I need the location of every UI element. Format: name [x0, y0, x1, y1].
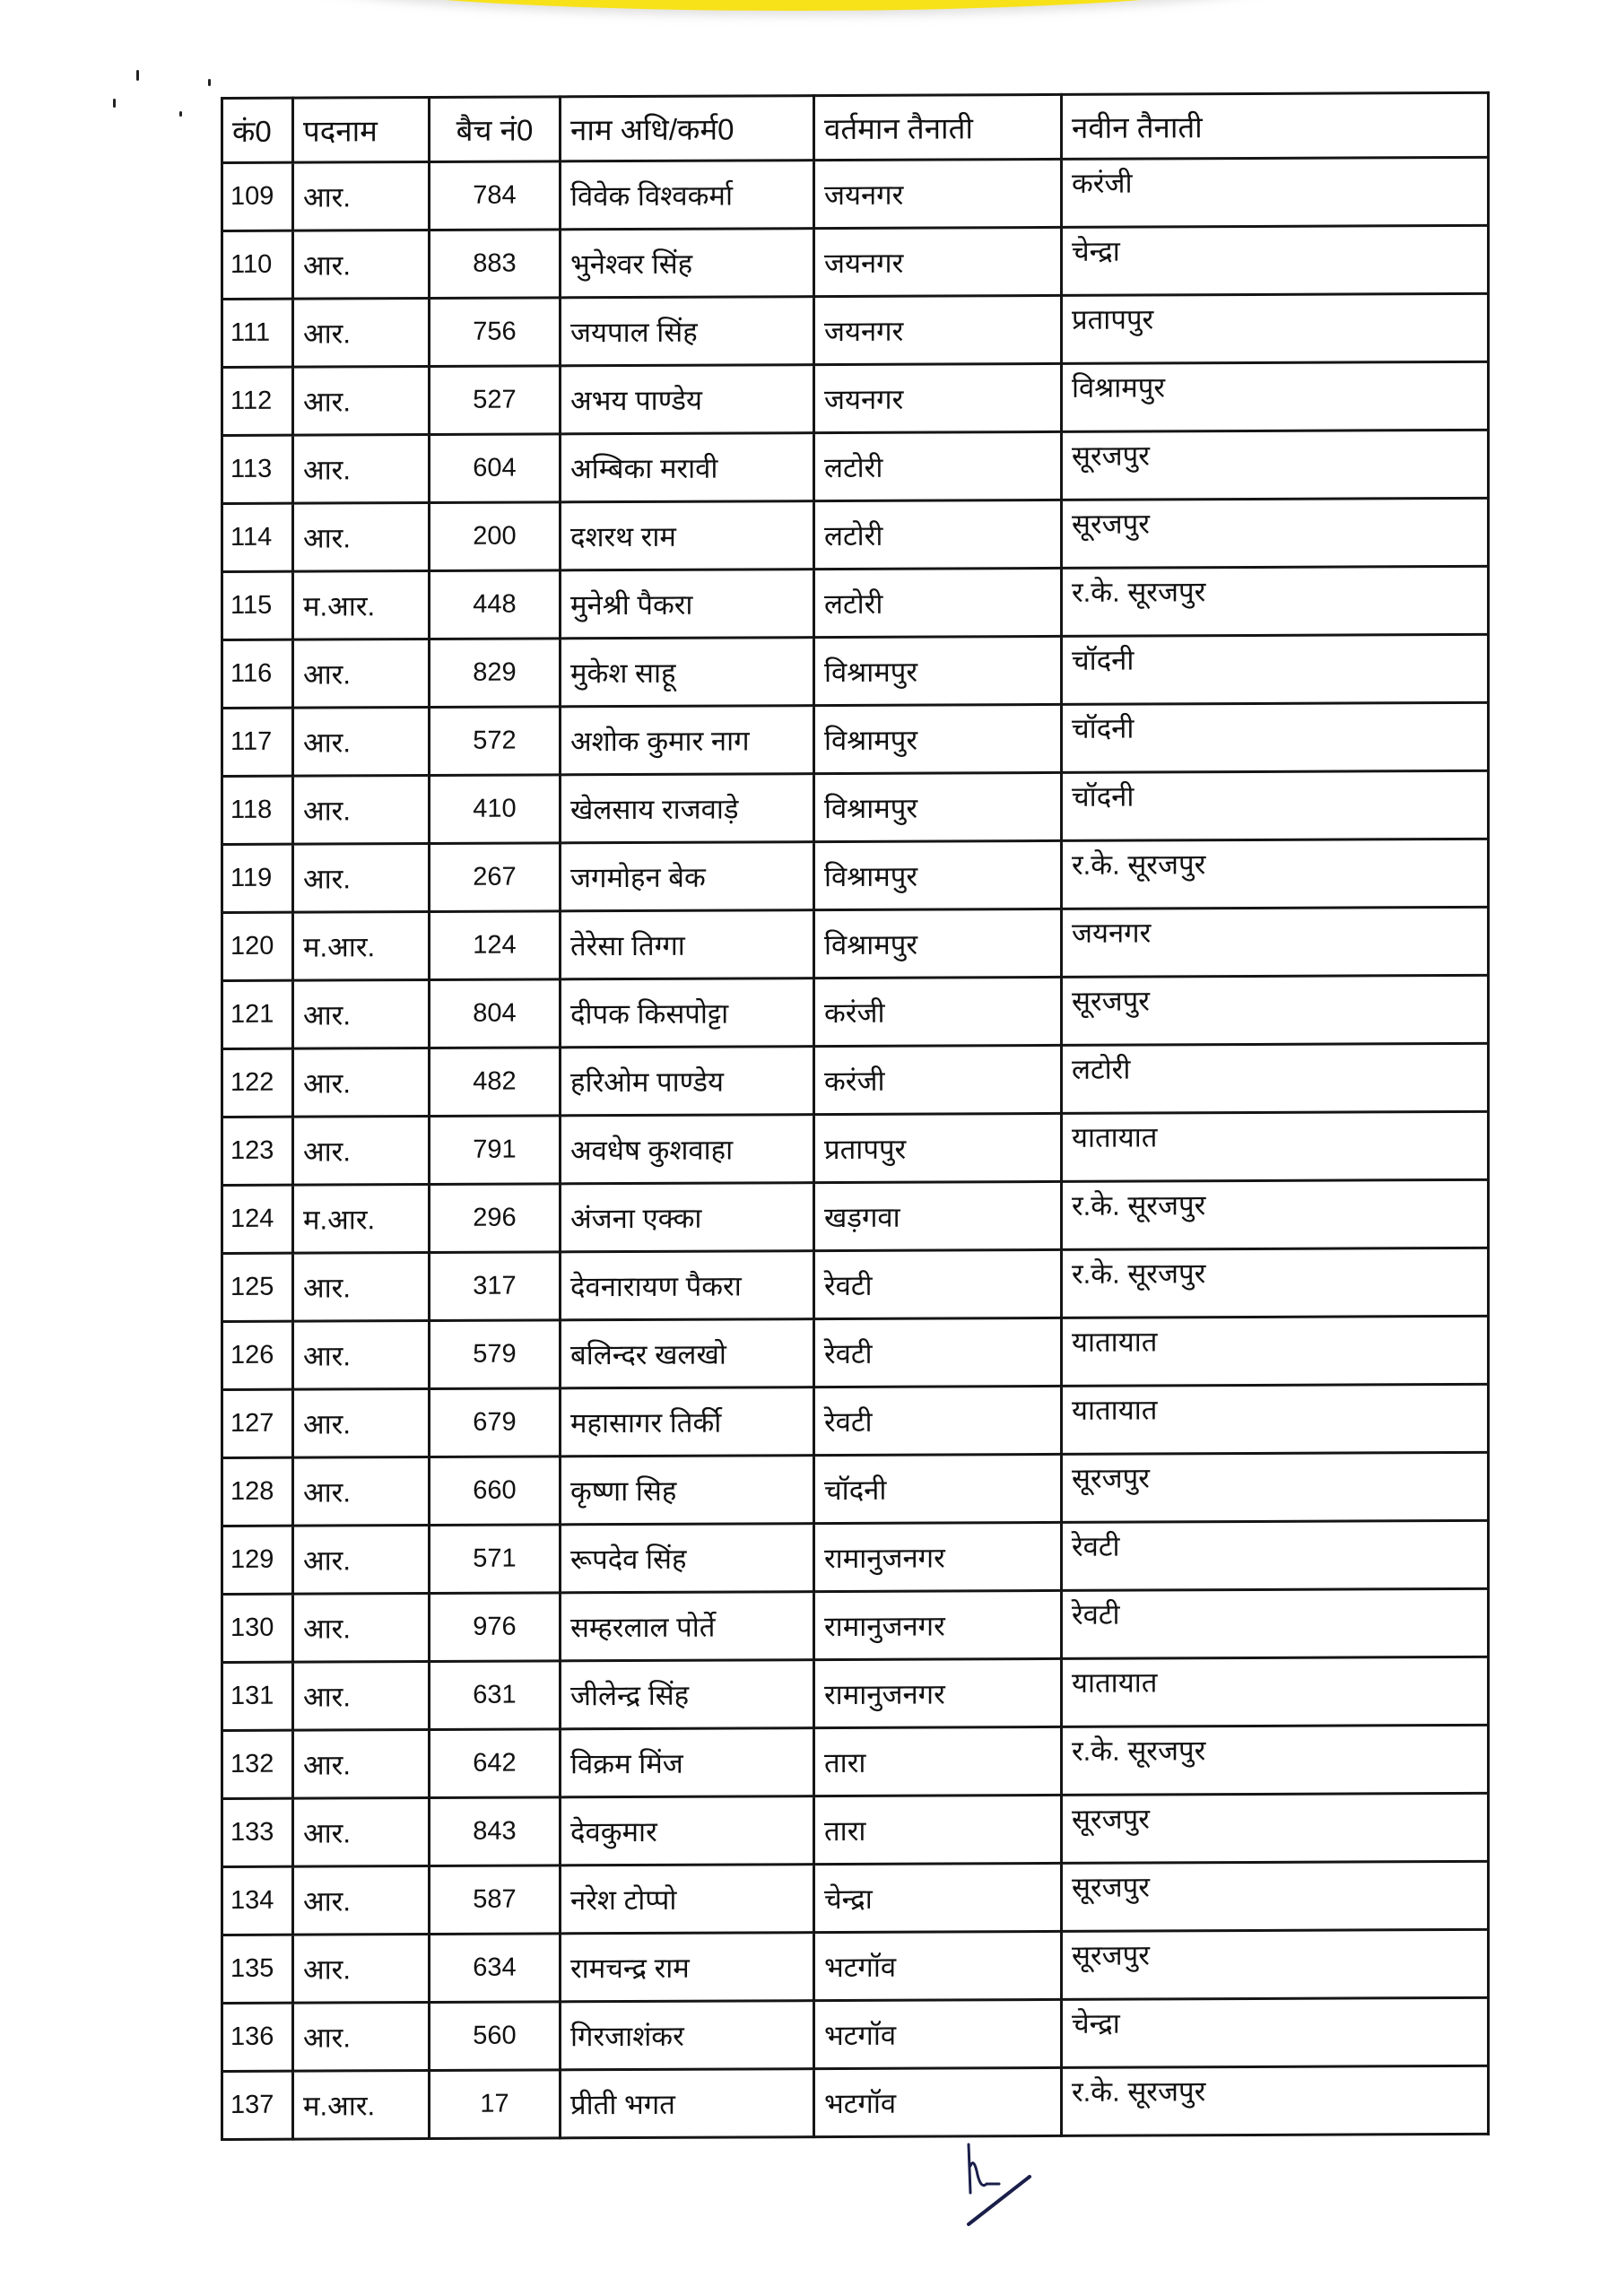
cell-current-posting: जयनगर [814, 227, 1062, 296]
table-row [222, 2066, 1489, 2139]
cell-badge-no: 604 [430, 434, 561, 503]
table-row [222, 1657, 1489, 1730]
cell-serial: 136 [222, 2003, 293, 2071]
table-row [222, 1725, 1489, 1798]
cell-current-posting: प्रतापपुर [814, 1113, 1062, 1182]
cell-serial: 112 [222, 367, 293, 435]
cell-new-posting: प्रतापपुर [1062, 293, 1489, 363]
table-row [222, 1043, 1489, 1117]
cell-name: गिरजाशंकर [561, 2001, 814, 2070]
cell-serial: 113 [222, 435, 293, 503]
cell-current-posting: लटोरी [814, 500, 1062, 569]
table-row [222, 1316, 1489, 1389]
cell-name: जयपाल सिंह [561, 297, 814, 366]
cell-current-posting: रामानुजनगर [814, 1590, 1062, 1659]
cell-name: अंजना एक्का [561, 1183, 814, 1252]
table-row [222, 1520, 1489, 1594]
cell-designation: आर. [293, 1797, 430, 1866]
cell-new-posting: चेन्द्रा [1062, 1997, 1489, 2067]
cell-name: महासागर तिर्की [561, 1387, 814, 1457]
table-row [222, 1248, 1489, 1321]
cell-designation: आर. [293, 161, 430, 230]
cell-designation: आर. [293, 1320, 430, 1389]
cell-new-posting: सूरजपुर [1062, 975, 1489, 1045]
cell-name: रूपदेव सिंह [561, 1524, 814, 1593]
cell-current-posting: करंजी [814, 977, 1062, 1046]
cell-serial: 134 [222, 1866, 293, 1935]
cell-badge-no: 631 [430, 1661, 561, 1730]
table-row [222, 430, 1489, 503]
cell-name: रामचन्द्र राम [561, 1933, 814, 2002]
cell-new-posting: सूरजपुर [1062, 1452, 1489, 1522]
transfer-list-table [221, 91, 1490, 2141]
top-yellow-band [296, 0, 1291, 11]
cell-serial: 117 [222, 708, 293, 776]
cell-designation: आर. [293, 298, 430, 367]
cell-new-posting: सूरजपुर [1062, 430, 1489, 500]
cell-designation: आर. [293, 502, 430, 571]
cell-badge-no: 572 [430, 707, 561, 776]
cell-badge-no: 317 [430, 1252, 561, 1321]
cell-new-posting: र.के. सूरजपुर [1062, 2066, 1489, 2135]
cell-new-posting: र.के. सूरजपुर [1062, 1248, 1489, 1318]
cell-new-posting: यातायात [1062, 1316, 1489, 1386]
cell-new-posting: सूरजपुर [1062, 498, 1489, 568]
table-row [222, 770, 1489, 844]
cell-current-posting: रेवटी [814, 1249, 1062, 1318]
cell-new-posting: र.के. सूरजपुर [1062, 1179, 1489, 1249]
cell-new-posting: र.के. सूरजपुर [1062, 1725, 1489, 1795]
cell-new-posting: रेवटी [1062, 1588, 1489, 1658]
cell-serial: 123 [222, 1117, 293, 1185]
scan-mark [179, 111, 182, 117]
cell-name: कृष्णा सिह [561, 1456, 814, 1525]
cell-serial: 131 [222, 1662, 293, 1730]
cell-new-posting: यातायात [1062, 1111, 1489, 1181]
cell-current-posting: खड़गवा [814, 1181, 1062, 1250]
header-designation: पदनाम [293, 97, 430, 162]
table-row [222, 1452, 1489, 1526]
cell-designation: आर. [293, 434, 430, 503]
cell-designation: आर. [293, 639, 430, 708]
table-row [222, 634, 1489, 708]
cell-name: हरिओम पाण्डेय [561, 1047, 814, 1116]
cell-name: अभय पाण्डेय [561, 365, 814, 434]
cell-new-posting: सूरजपुर [1062, 1861, 1489, 1931]
header-name: नाम अधि/कर्म0 [561, 96, 814, 161]
cell-name: खेलसाय राजवाड़े [561, 774, 814, 843]
table-row [222, 157, 1489, 230]
table-row [222, 293, 1489, 367]
cell-badge-no: 482 [430, 1048, 561, 1117]
cell-name: अशोक कुमार नाग [561, 706, 814, 775]
scan-mark [208, 79, 211, 86]
cell-designation: आर. [293, 775, 430, 844]
header-serial: कं0 [222, 98, 293, 162]
cell-name: नरेश टोप्पो [561, 1865, 814, 1934]
cell-new-posting: चॉदनी [1062, 702, 1489, 772]
cell-name: देवनारायण पैकरा [561, 1251, 814, 1320]
cell-designation: म.आर. [293, 911, 430, 980]
cell-badge-no: 642 [430, 1729, 561, 1798]
table-header-row [222, 92, 1489, 162]
table-row [222, 702, 1489, 776]
cell-badge-no: 784 [430, 161, 561, 230]
cell-new-posting: चॉदनी [1062, 770, 1489, 840]
cell-serial: 126 [222, 1321, 293, 1389]
cell-new-posting: यातायात [1062, 1384, 1489, 1454]
cell-designation: आर. [293, 1934, 430, 2003]
cell-designation: आर. [293, 843, 430, 912]
table-row [222, 361, 1489, 435]
cell-serial: 132 [222, 1730, 293, 1798]
cell-current-posting: चेन्द्रा [814, 1863, 1062, 1932]
cell-name: जगमोहन बेक [561, 842, 814, 911]
cell-serial: 129 [222, 1526, 293, 1594]
cell-current-posting: भटगॉव [814, 1999, 1062, 2068]
cell-serial: 135 [222, 1935, 293, 2003]
cell-serial: 116 [222, 639, 293, 708]
cell-new-posting: र.के. सूरजपुर [1062, 839, 1489, 909]
cell-designation: आर. [293, 979, 430, 1048]
cell-serial: 125 [222, 1253, 293, 1321]
cell-designation: आर. [293, 1048, 430, 1117]
cell-badge-no: 804 [430, 979, 561, 1048]
cell-name: अवधेष कुशवाहा [561, 1115, 814, 1184]
cell-serial: 111 [222, 299, 293, 367]
header-badge-no: बैच नं0 [430, 97, 561, 162]
cell-serial: 120 [222, 912, 293, 980]
cell-badge-no: 124 [430, 911, 561, 980]
cell-new-posting: करंजी [1062, 157, 1489, 227]
cell-badge-no: 579 [430, 1320, 561, 1389]
cell-current-posting: रेवटी [814, 1386, 1062, 1455]
cell-designation: आर. [293, 2002, 430, 2071]
table-row [222, 1861, 1489, 1935]
cell-badge-no: 883 [430, 230, 561, 299]
cell-designation: म.आर. [293, 1184, 430, 1253]
cell-current-posting: विश्रामपुर [814, 636, 1062, 705]
cell-current-posting: रामानुजनगर [814, 1658, 1062, 1727]
cell-name: मुकेश साहू [561, 638, 814, 707]
cell-new-posting: लटोरी [1062, 1043, 1489, 1113]
cell-designation: म.आर. [293, 2070, 430, 2139]
scan-mark [136, 70, 139, 81]
header-current-posting: वर्तमान तैनाती [814, 94, 1062, 160]
cell-serial: 114 [222, 503, 293, 571]
cell-serial: 124 [222, 1185, 293, 1253]
cell-name: प्रीती भगत [561, 2069, 814, 2138]
table-row [222, 225, 1489, 299]
cell-badge-no: 296 [430, 1184, 561, 1253]
cell-serial: 121 [222, 980, 293, 1048]
cell-badge-no: 660 [430, 1457, 561, 1526]
cell-name: दीपक किसपोट्टा [561, 978, 814, 1048]
cell-serial: 128 [222, 1457, 293, 1526]
cell-current-posting: रामानुजनगर [814, 1522, 1062, 1591]
cell-new-posting: सूरजपुर [1062, 1929, 1489, 1999]
cell-name: अम्बिका मरावी [561, 433, 814, 502]
cell-badge-no: 527 [430, 366, 561, 435]
cell-designation: आर. [293, 366, 430, 435]
cell-name: जीलेन्द्र सिंह [561, 1660, 814, 1729]
cell-badge-no: 634 [430, 1934, 561, 2003]
cell-badge-no: 560 [430, 2002, 561, 2071]
cell-designation: आर. [293, 1525, 430, 1594]
table-row [222, 1929, 1489, 2003]
cell-designation: आर. [293, 230, 430, 299]
cell-current-posting: रेवटी [814, 1318, 1062, 1387]
cell-new-posting: यातायात [1062, 1657, 1489, 1726]
cell-badge-no: 571 [430, 1525, 561, 1594]
cell-current-posting: भटगॉव [814, 2067, 1062, 2136]
cell-name: बलिन्दर खलखो [561, 1319, 814, 1388]
cell-current-posting: भटगॉव [814, 1931, 1062, 2000]
cell-designation: आर. [293, 707, 430, 776]
cell-current-posting: जयनगर [814, 159, 1062, 228]
cell-serial: 127 [222, 1389, 293, 1457]
cell-designation: आर. [293, 1116, 430, 1185]
table-row [222, 1588, 1489, 1662]
cell-current-posting: लटोरी [814, 568, 1062, 637]
cell-badge-no: 756 [430, 298, 561, 367]
cell-name: भुनेश्वर सिंह [561, 229, 814, 298]
cell-name: सम्हरलाल पोर्ते [561, 1592, 814, 1661]
table-row [222, 839, 1489, 912]
table-row [222, 1111, 1489, 1185]
table-row [222, 1793, 1489, 1866]
cell-designation: आर. [293, 1252, 430, 1321]
cell-new-posting: चेन्द्रा [1062, 225, 1489, 295]
cell-serial: 119 [222, 844, 293, 912]
cell-badge-no: 587 [430, 1866, 561, 1935]
cell-badge-no: 200 [430, 502, 561, 571]
table-row [222, 498, 1489, 571]
cell-name: दशरथ राम [561, 501, 814, 570]
cell-current-posting: लटोरी [814, 431, 1062, 500]
table-row [222, 907, 1489, 980]
cell-designation: आर. [293, 1661, 430, 1730]
scan-mark [113, 99, 116, 108]
cell-designation: आर. [293, 1729, 430, 1798]
cell-badge-no: 448 [430, 570, 561, 639]
cell-name: विवेक विश्वकर्मा [561, 161, 814, 230]
cell-new-posting: चॉदनी [1062, 634, 1489, 704]
cell-designation: आर. [293, 1388, 430, 1457]
cell-badge-no: 829 [430, 639, 561, 708]
cell-current-posting: जयनगर [814, 363, 1062, 432]
cell-badge-no: 17 [430, 2070, 561, 2139]
cell-new-posting: जयनगर [1062, 907, 1489, 977]
cell-badge-no: 843 [430, 1797, 561, 1866]
cell-name: विक्रम मिंज [561, 1728, 814, 1797]
table-row [222, 1384, 1489, 1457]
cell-designation: आर. [293, 1457, 430, 1526]
cell-serial: 118 [222, 776, 293, 844]
table-row [222, 1997, 1489, 2071]
cell-current-posting: जयनगर [814, 295, 1062, 364]
cell-serial: 133 [222, 1798, 293, 1866]
table-row [222, 1179, 1489, 1253]
cell-current-posting: तारा [814, 1726, 1062, 1796]
cell-badge-no: 976 [430, 1593, 561, 1662]
cell-new-posting: विश्रामपुर [1062, 361, 1489, 431]
cell-badge-no: 410 [430, 775, 561, 844]
header-new-posting: नवीन तैनाती [1062, 92, 1489, 159]
cell-current-posting: तारा [814, 1795, 1062, 1864]
cell-designation: आर. [293, 1866, 430, 1935]
cell-serial: 130 [222, 1594, 293, 1662]
cell-serial: 110 [222, 230, 293, 299]
cell-name: मुनेश्री पैकरा [561, 570, 814, 639]
cell-badge-no: 679 [430, 1388, 561, 1457]
cell-name: देवकुमार [561, 1796, 814, 1866]
cell-serial: 109 [222, 162, 293, 230]
cell-current-posting: विश्रामपुर [814, 840, 1062, 909]
cell-new-posting: र.के. सूरजपुर [1062, 566, 1489, 636]
cell-current-posting: विश्रामपुर [814, 704, 1062, 773]
cell-current-posting: विश्रामपुर [814, 772, 1062, 841]
cell-current-posting: करंजी [814, 1045, 1062, 1114]
cell-designation: म.आर. [293, 570, 430, 639]
transfer-list-table-container [221, 91, 1487, 2141]
cell-badge-no: 791 [430, 1116, 561, 1185]
cell-serial: 137 [222, 2071, 293, 2139]
cell-badge-no: 267 [430, 843, 561, 912]
cell-name: तेरेसा तिग्गा [561, 910, 814, 979]
cell-current-posting: चॉदनी [814, 1454, 1062, 1523]
cell-designation: आर. [293, 1593, 430, 1662]
table-row [222, 975, 1489, 1048]
cell-new-posting: सूरजपुर [1062, 1793, 1489, 1863]
cell-serial: 122 [222, 1048, 293, 1117]
signature-icon [960, 2139, 1103, 2238]
cell-current-posting: विश्रामपुर [814, 909, 1062, 978]
table-body [222, 157, 1489, 2139]
table-row [222, 566, 1489, 639]
cell-new-posting: रेवटी [1062, 1520, 1489, 1590]
cell-serial: 115 [222, 571, 293, 639]
